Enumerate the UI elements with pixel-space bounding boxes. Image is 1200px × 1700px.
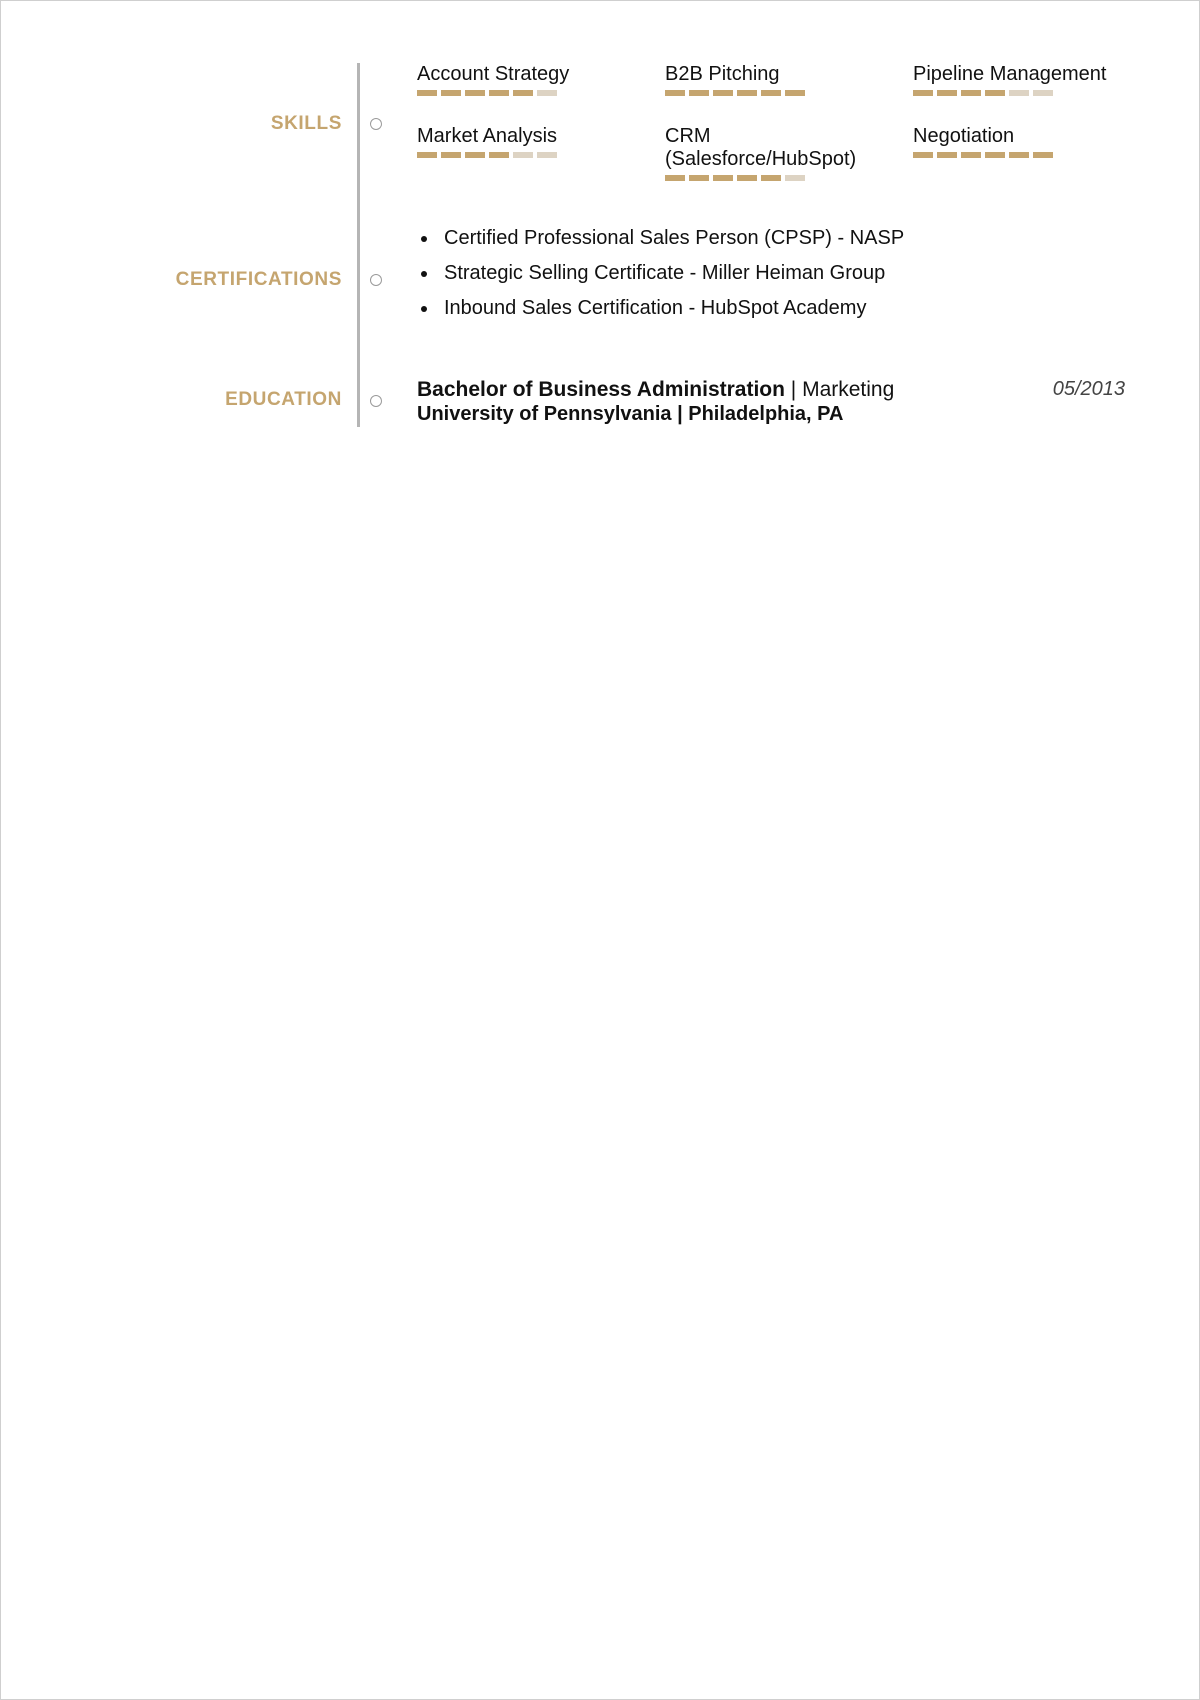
list-item: Certified Professional Sales Person (CPSP) - NASP bbox=[417, 227, 904, 250]
skill-level-segment-filled bbox=[785, 90, 805, 96]
skill-name: Pipeline Management bbox=[913, 63, 1107, 85]
education-section-label: EDUCATION bbox=[225, 389, 342, 410]
education-entry bbox=[417, 377, 1127, 426]
skill-level-segment-filled bbox=[665, 90, 685, 96]
skill-level-bar bbox=[913, 152, 1153, 158]
skill-level-bar bbox=[665, 90, 905, 96]
skill-name: B2B Pitching bbox=[665, 63, 780, 85]
certifications-timeline-node bbox=[370, 274, 382, 286]
skill-level-segment-filled bbox=[489, 152, 509, 158]
skill-item bbox=[913, 63, 1153, 96]
skill-name: Market Analysis bbox=[417, 125, 558, 147]
skill-level-bar bbox=[913, 90, 1153, 96]
skill-level-segment-filled bbox=[513, 90, 533, 96]
list-item: Inbound Sales Certification - HubSpot Academy bbox=[417, 297, 904, 320]
skill-item bbox=[665, 63, 905, 96]
education-degree-line bbox=[417, 377, 1127, 402]
skill-level-segment-filled bbox=[937, 152, 957, 158]
skill-level-segment-filled bbox=[489, 90, 509, 96]
skills-section-label: SKILLS bbox=[270, 113, 342, 134]
education-major: Marketing bbox=[802, 378, 895, 401]
skill-level-segment-filled bbox=[665, 175, 685, 181]
skills-timeline-node bbox=[370, 118, 382, 130]
skill-level-segment-filled bbox=[985, 152, 1005, 158]
skill-level-segment-empty bbox=[537, 90, 557, 96]
skill-name: CRM (Salesforce/HubSpot) bbox=[665, 125, 857, 170]
certifications-section-label: CERTIFICATIONS bbox=[175, 269, 342, 290]
list-item: Strategic Selling Certificate - Miller Heiman Group bbox=[417, 262, 904, 285]
skill-item bbox=[665, 125, 870, 181]
education-separator: | bbox=[784, 378, 803, 401]
skill-level-segment-filled bbox=[985, 90, 1005, 96]
skill-item bbox=[417, 125, 657, 158]
skill-level-segment-filled bbox=[465, 90, 485, 96]
skill-level-segment-filled bbox=[713, 90, 733, 96]
skill-level-bar bbox=[417, 90, 657, 96]
skill-level-segment-empty bbox=[785, 175, 805, 181]
skill-level-segment-filled bbox=[961, 152, 981, 158]
skill-level-segment-empty bbox=[1033, 90, 1053, 96]
skill-item bbox=[913, 125, 1153, 158]
skill-level-segment-filled bbox=[761, 90, 781, 96]
skill-level-segment-filled bbox=[913, 152, 933, 158]
skill-level-segment-filled bbox=[961, 90, 981, 96]
skill-name: Negotiation bbox=[913, 125, 1015, 147]
education-timeline-node bbox=[370, 395, 382, 407]
skill-level-segment-empty bbox=[513, 152, 533, 158]
skill-level-segment-filled bbox=[417, 152, 437, 158]
skill-level-segment-filled bbox=[441, 90, 461, 96]
skill-name: Account Strategy bbox=[417, 63, 570, 85]
skill-level-bar bbox=[417, 152, 657, 158]
skill-level-segment-filled bbox=[913, 90, 933, 96]
skill-level-segment-filled bbox=[713, 175, 733, 181]
education-date: 05/2013 bbox=[1052, 378, 1125, 400]
skill-level-segment-filled bbox=[417, 90, 437, 96]
timeline-line bbox=[357, 63, 360, 427]
skill-level-segment-filled bbox=[465, 152, 485, 158]
skill-level-segment-filled bbox=[1009, 152, 1029, 158]
skill-level-segment-empty bbox=[1009, 90, 1029, 96]
education-degree: Bachelor of Business Administration bbox=[417, 378, 785, 401]
skill-level-segment-filled bbox=[689, 175, 709, 181]
skill-level-segment-filled bbox=[761, 175, 781, 181]
skill-level-segment-filled bbox=[937, 90, 957, 96]
skill-level-segment-filled bbox=[737, 90, 757, 96]
skill-level-segment-filled bbox=[689, 90, 709, 96]
skill-level-segment-filled bbox=[1033, 152, 1053, 158]
skill-item bbox=[417, 63, 657, 96]
skill-level-segment-filled bbox=[737, 175, 757, 181]
education-institution: University of Pennsylvania | Philadelphia, PA bbox=[417, 403, 844, 425]
skill-level-segment-filled bbox=[441, 152, 461, 158]
skill-level-segment-empty bbox=[537, 152, 557, 158]
certifications-list bbox=[417, 227, 904, 332]
skill-level-bar bbox=[665, 175, 870, 181]
